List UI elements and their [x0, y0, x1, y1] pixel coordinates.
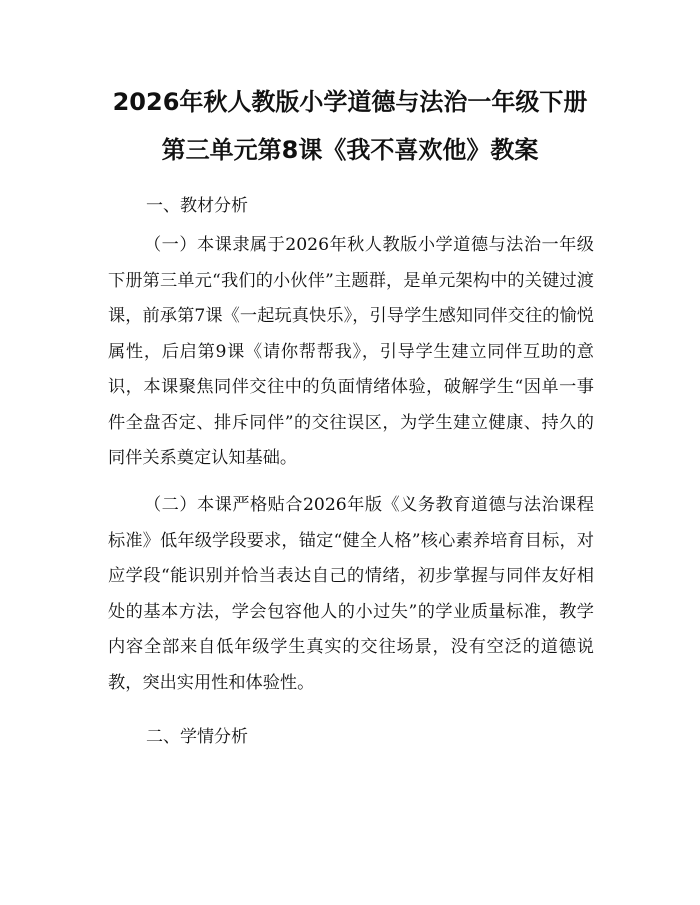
document-title-line-1: 2026年秋人教版小学道德与法治一年级下册 — [112, 88, 588, 116]
paragraph-textbook-analysis-1: （一）本课隶属于2026年秋人教版小学道德与法治一年级下册第三单元“我们的小伙伴”主题群，是单元架构中的关键过渡课，前承第7课《一起玩真快乐》，引导学生感知同伴交往的愉悦属性，后启第9课《请你帮帮我》，引导学生建立同伴互助的意识，本课聚焦同伴交往中的负面情绪体验，破解学生“因单一事件全盘否定、排斥同伴”的交往误区，为学生建立健康、持久的同伴关系奠定认知基础。 — [108, 235, 594, 468]
document-title-line-2: 第三单元第8课《我不喜欢他》教案 — [161, 136, 539, 164]
paragraph-textbook-analysis-2: （二）本课严格贴合2026年版《义务教育道德与法治课程标准》低年级学段要求，锚定“健全人格”核心素养培育目标，对应学段“能识别并恰当表达自己的情绪，初步掌握与同伴友好相处的基本方法，学会包容他人的小过失”的学业质量标准，教学内容全部来自低年级学生真实的交往场景，没有空泛的道德说教，突出实用性和体验性。 — [108, 495, 594, 693]
section-heading-textbook-analysis: 一、教材分析 — [146, 196, 248, 216]
section-heading-student-analysis: 二、学情分析 — [146, 727, 248, 747]
